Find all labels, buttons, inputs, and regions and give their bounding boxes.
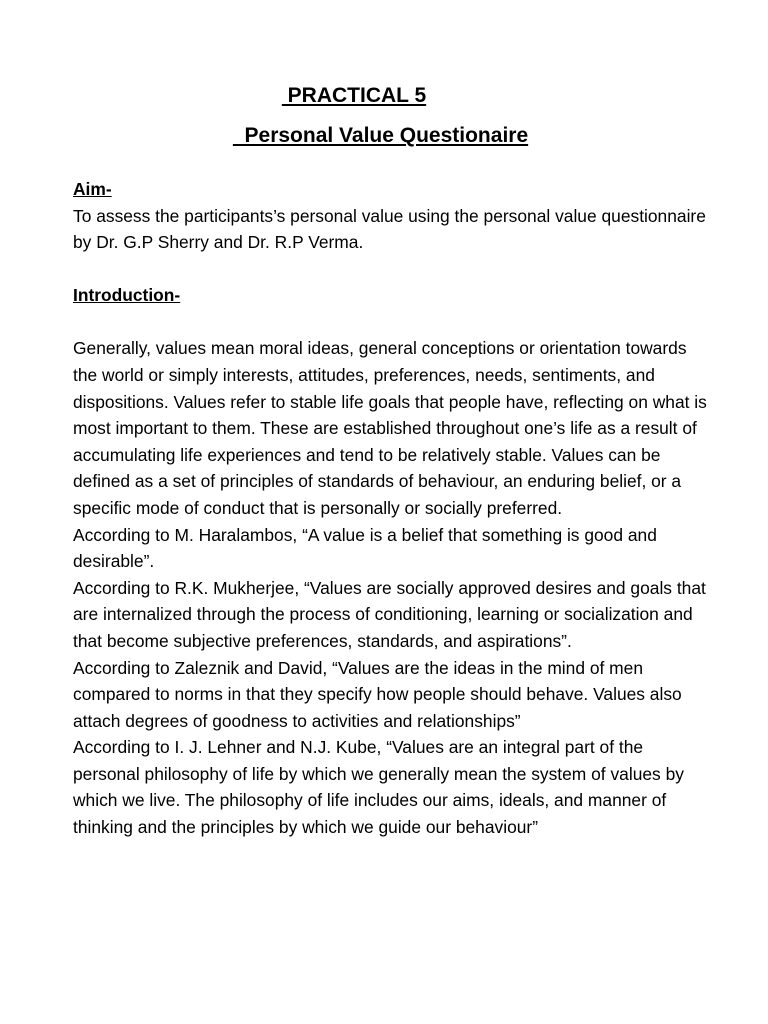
spacer — [73, 308, 713, 335]
quote-haralambos: According to M. Haralambos, “A value is a belief that something is good and desirable”. — [73, 524, 657, 572]
practical-number-heading: PRACTICAL 5 — [281, 84, 427, 107]
quote-lehner-kube: According to I. J. Lehner and N.J. Kube, “Values are an integral part of the personal philosophy of life by which we generally mean the system of values by which we live. The philosophy of life includes our aims, ideals, and manner of thinking and the principles by which we guide our behaviour” — [73, 737, 684, 838]
introduction-paragraph: Generally, values mean moral ideas, general conceptions or orientation towards the world or simply interests, attitudes, preferences, needs, sentiments, and dispositions. Values refer to stable life goals that people have, reflecting on what is most important to them. These are established throughout one’s life as a result of accumulating life experiences and tend to be relatively stable. Values can be defined as a set of principles of standards of behaviour, an enduring belief, or a specific mode of conduct that is personally or socially preferred. — [73, 338, 707, 518]
aim-text: To assess the participants’s personal value using the personal value questionnaire by Dr. G.P Sherry and Dr. R.P Verma. — [73, 205, 706, 253]
aim-heading: Aim- — [73, 179, 112, 199]
spacer — [73, 256, 713, 282]
introduction-heading: Introduction- — [73, 284, 181, 305]
practical-title-heading: Personal Value Questionaire — [232, 124, 529, 147]
quote-zaleznik-david: According to Zaleznik and David, “Values are the ideas in the mind of men compared to norms in that they specify how people should behave. Values also attach degrees of goodness to activities and relationships” — [73, 657, 682, 731]
document-title — [0, 76, 768, 156]
document-body — [73, 176, 713, 841]
quote-mukherjee: According to R.K. Mukherjee, “Values are socially approved desires and goals that are internalized through the process of conditioning, learning or socialization and that become subjective preferences, standards, and aspirations”. — [73, 577, 706, 651]
